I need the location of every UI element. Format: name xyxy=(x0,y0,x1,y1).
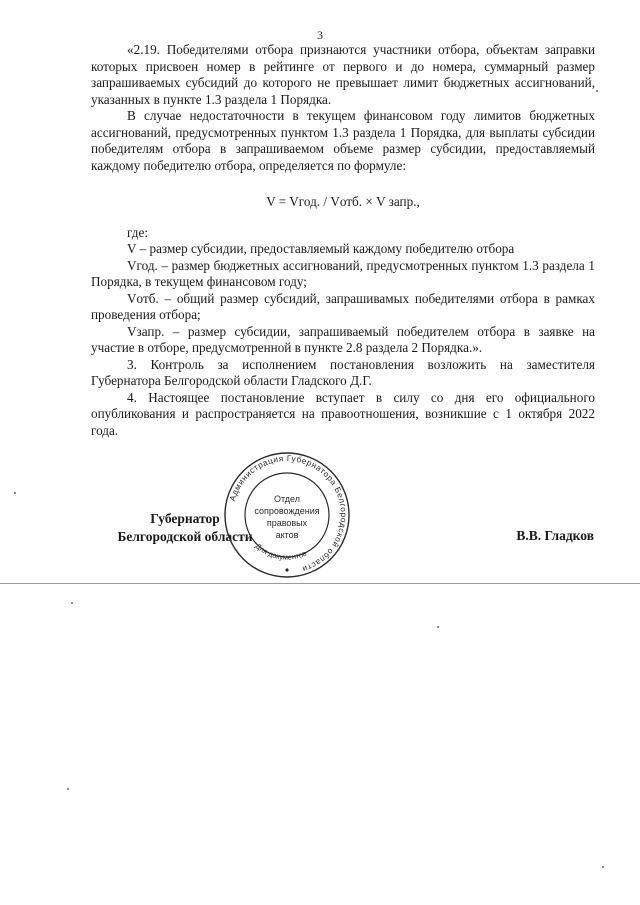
stamp-center-line-4: актов xyxy=(275,530,299,540)
scan-speck xyxy=(596,90,598,92)
stamp-center-line-2: сопровождения xyxy=(254,506,320,516)
item-4-effective-date: 4. Настоящее постановление вступает в силу со дня его официального опубликования и распространяется на правоотношения, возникшие с 1 октября 2022 года. xyxy=(91,389,595,438)
stamp-bottom-text: Для документов xyxy=(253,541,308,562)
scan-speck xyxy=(14,492,16,494)
stamp-ring-text: Администрация Губернатора Белгородской области xyxy=(227,453,349,574)
paragraph-2-19: «2.19. Победителями отбора признаются участники отбора, объектам заправки которых присвоен номер в рейтинге от первого и до номера, суммарный размер запрашиваемых субсидий до которого не превышает лимит бюджетных ассигнований, указанных в пункте 1.3 раздела 1 Порядка. xyxy=(91,42,595,107)
definition-v: V – размер субсидии, предоставляемый каждому победителю отбора xyxy=(127,241,515,256)
item-3-control: 3. Контроль за исполнением постановления возложить на заместителя Губернатора Белгородской области Гладского Д.Г. xyxy=(91,356,595,388)
stamp-center-line-3: правовых xyxy=(266,518,308,528)
document-body xyxy=(91,42,595,439)
signatory-title-line-2: Белгородской области xyxy=(117,529,253,544)
page-number: 3 xyxy=(317,28,323,42)
definition-votb: Vотб. – общий размер субсидий, запрашивамых победителями отбора в рамках проведения отбора; xyxy=(91,290,595,322)
official-stamp xyxy=(222,450,352,580)
paragraph-insufficient-limits: В случае недостаточности в текущем финансовом году лимитов бюджетных ассигнований, предусмотренных пунктом 1.3 раздела 1 Порядка, для выплаты субсидии победителям отбора в запрашиваемом объеме размер субсидии, предоставляемый каждому победителю отбора, определяется по формуле: xyxy=(91,108,595,173)
signatory-title-line-1: Губернатор xyxy=(150,511,220,526)
scan-speck xyxy=(602,866,604,868)
scan-speck xyxy=(71,602,73,604)
definition-vgod: Vгод. – размер бюджетных ассигнований, предусмотренных пунктом 1.3 раздела 1 Порядка, в текущем финансовом году; xyxy=(91,257,595,289)
scan-speck xyxy=(437,626,439,628)
definition-vzapr: Vзапр. – размер субсидии, запрашиваемый победителем отбора в заявке на участие в отборе, предусмотренной в пункте 2.8 раздела 2 Порядка.». xyxy=(91,323,595,355)
signatory-name: В.В. Гладков xyxy=(516,528,594,543)
stamp-dot xyxy=(285,568,288,571)
page-divider-line xyxy=(0,583,640,584)
where-label: где: xyxy=(127,224,148,240)
scan-speck xyxy=(67,788,69,790)
stamp-center-line-1: Отдел xyxy=(273,494,301,504)
subsidy-formula: V = Vгод. / Vотб. × V запр., xyxy=(266,194,420,209)
